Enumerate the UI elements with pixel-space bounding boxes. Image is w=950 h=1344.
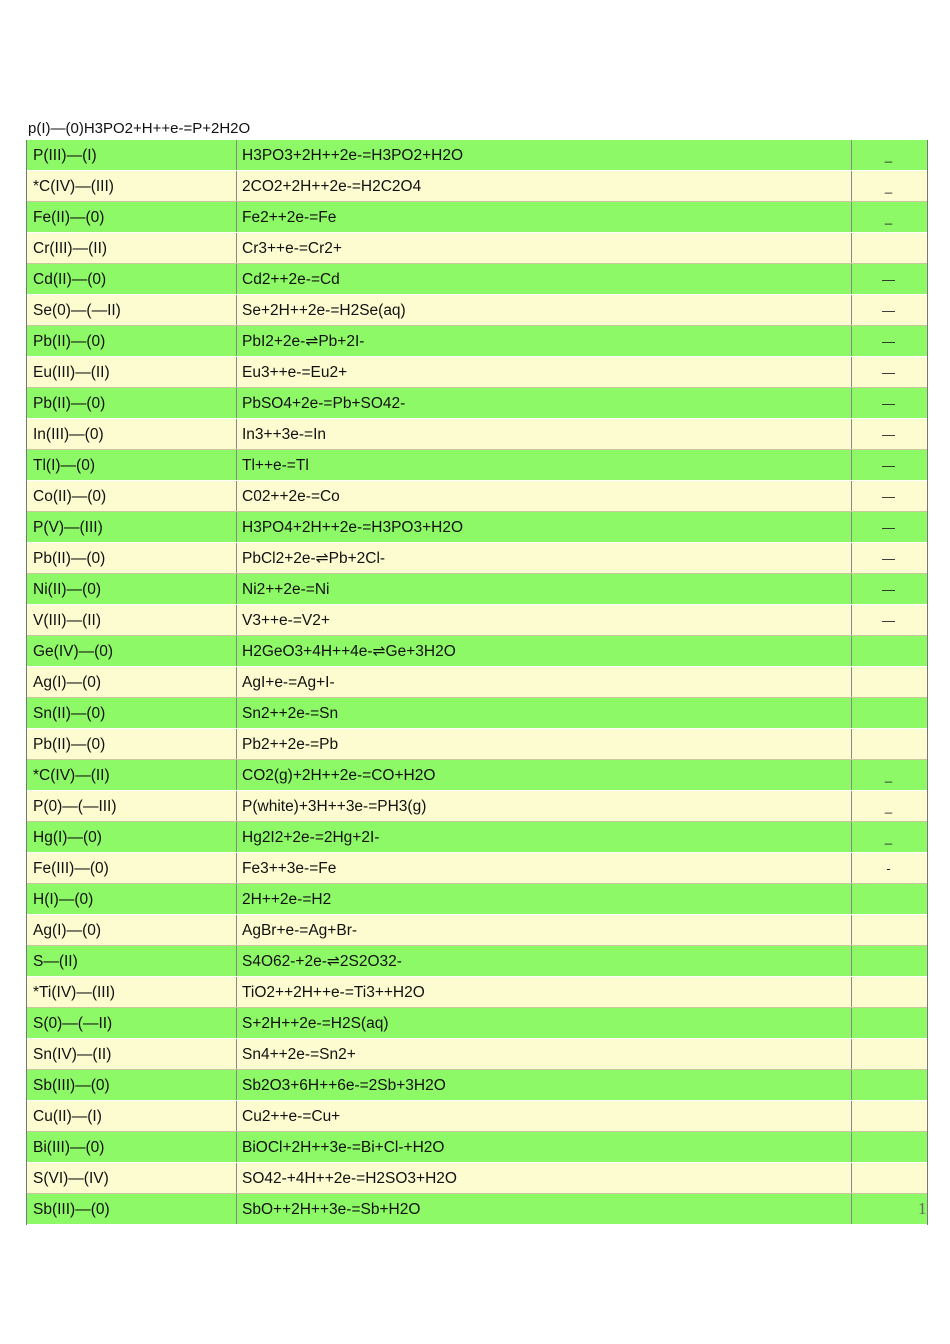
table-row	[27, 760, 927, 791]
table-row	[27, 543, 927, 574]
table-row	[27, 1008, 927, 1039]
value-cell: _	[884, 768, 893, 783]
table-row	[27, 791, 927, 822]
state-cell: V(III)—(II)	[27, 605, 237, 635]
table-row	[27, 295, 927, 326]
reaction-cell: 2H++2e-=H2	[237, 884, 852, 914]
table-row	[27, 264, 927, 295]
state-cell: Tl(I)—(0)	[27, 450, 237, 480]
table-row	[27, 605, 927, 636]
reaction-cell: Hg2I2+2e-=2Hg+2I-	[237, 822, 852, 852]
table-row	[27, 1101, 927, 1132]
table-row	[27, 822, 927, 853]
table-row	[27, 977, 927, 1008]
table-row	[27, 1070, 927, 1101]
value-cell: -	[886, 861, 891, 876]
state-cell: Pb(II)—(0)	[27, 543, 237, 573]
reaction-cell: V3++e-=V2+	[237, 605, 852, 635]
value-cell: _	[884, 799, 893, 814]
value-cell	[852, 1070, 925, 1100]
table-row	[27, 233, 927, 264]
value-cell	[852, 1194, 925, 1224]
value-cell: —	[882, 582, 895, 597]
reaction-cell: Fe3++3e-=Fe	[237, 853, 852, 883]
table-row	[27, 481, 927, 512]
state-cell: Cu(II)—(I)	[27, 1101, 237, 1131]
state-cell: Ag(I)—(0)	[27, 667, 237, 697]
table-row	[27, 1163, 927, 1194]
table-row	[27, 171, 927, 202]
state-cell: S(VI)—(IV)	[27, 1163, 237, 1193]
state-cell: Sn(II)—(0)	[27, 698, 237, 728]
value-cell: —	[882, 396, 895, 411]
reaction-cell: Ni2++2e-=Ni	[237, 574, 852, 604]
value-cell: —	[882, 489, 895, 504]
reaction-cell: H3PO4+2H++2e-=H3PO3+H2O	[237, 512, 852, 542]
table-row	[27, 884, 927, 915]
value-cell	[852, 1008, 925, 1038]
state-cell: Sn(IV)—(II)	[27, 1039, 237, 1069]
value-cell	[852, 233, 925, 263]
state-cell: In(III)—(0)	[27, 419, 237, 449]
reaction-cell: 2CO2+2H++2e-=H2C2O4	[237, 171, 852, 201]
state-cell: Cr(III)—(II)	[27, 233, 237, 263]
table-row	[27, 667, 927, 698]
state-cell: Fe(III)—(0)	[27, 853, 237, 883]
table-row	[27, 915, 927, 946]
reaction-cell: Cr3++e-=Cr2+	[237, 233, 852, 263]
table-row	[27, 202, 927, 233]
reaction-cell: PbI2+2e-⇌Pb+2I-	[237, 326, 852, 356]
table-row	[27, 1039, 927, 1070]
reaction-cell: C02++2e-=Co	[237, 481, 852, 511]
table-row	[27, 357, 927, 388]
state-cell: Ag(I)—(0)	[27, 915, 237, 945]
table-row	[27, 388, 927, 419]
state-cell: Sb(III)—(0)	[27, 1194, 237, 1224]
reaction-cell: TiO2++2H++e-=Ti3++H2O	[237, 977, 852, 1007]
state-cell: Pb(II)—(0)	[27, 326, 237, 356]
value-cell: —	[882, 303, 895, 318]
reaction-cell: Cu2++e-=Cu+	[237, 1101, 852, 1131]
table-row	[27, 450, 927, 481]
reaction-cell: Pb2++2e-=Pb	[237, 729, 852, 759]
state-cell: S—(II)	[27, 946, 237, 976]
state-cell: Eu(III)—(II)	[27, 357, 237, 387]
reaction-cell: H2GeO3+4H++4e-⇌Ge+3H2O	[237, 636, 852, 666]
value-cell	[852, 977, 925, 1007]
state-cell: Fe(II)—(0)	[27, 202, 237, 232]
reaction-cell: H3PO3+2H++2e-=H3PO2+H2O	[237, 140, 852, 170]
state-cell: P(III)—(I)	[27, 140, 237, 170]
state-cell: *C(IV)—(II)	[27, 760, 237, 790]
state-cell: Co(II)—(0)	[27, 481, 237, 511]
value-cell	[852, 946, 925, 976]
potential-table	[26, 140, 928, 1225]
state-cell: *C(IV)—(III)	[27, 171, 237, 201]
state-cell: Bi(III)—(0)	[27, 1132, 237, 1162]
reaction-cell: Sn4++2e-=Sn2+	[237, 1039, 852, 1069]
reaction-cell: S4O62-+2e-⇌2S2O32-	[237, 946, 852, 976]
state-cell: *Ti(IV)—(III)	[27, 977, 237, 1007]
value-cell: —	[882, 334, 895, 349]
table-row	[27, 698, 927, 729]
table-row	[27, 140, 927, 171]
state-cell: Ni(II)—(0)	[27, 574, 237, 604]
page-number: 1	[918, 1199, 927, 1218]
table-row	[27, 326, 927, 357]
reaction-cell: Eu3++e-=Eu2+	[237, 357, 852, 387]
reaction-cell: Se+2H++2e-=H2Se(aq)	[237, 295, 852, 325]
value-cell: —	[882, 551, 895, 566]
value-cell: —	[882, 458, 895, 473]
reaction-cell: Sn2++2e-=Sn	[237, 698, 852, 728]
value-cell	[852, 1101, 925, 1131]
reaction-cell: Cd2++2e-=Cd	[237, 264, 852, 294]
value-cell	[852, 667, 925, 697]
reaction-cell: AgBr+e-=Ag+Br-	[237, 915, 852, 945]
value-cell	[852, 1039, 925, 1069]
reaction-cell: In3++3e-=In	[237, 419, 852, 449]
value-cell: —	[882, 427, 895, 442]
table-row	[27, 512, 927, 543]
table-row	[27, 419, 927, 450]
state-cell: Sb(III)—(0)	[27, 1070, 237, 1100]
value-cell: —	[882, 365, 895, 380]
state-cell: Ge(IV)—(0)	[27, 636, 237, 666]
value-cell: —	[882, 272, 895, 287]
state-cell: Hg(I)—(0)	[27, 822, 237, 852]
table-row	[27, 946, 927, 977]
reaction-cell: SO42-+4H++2e-=H2SO3+H2O	[237, 1163, 852, 1193]
state-cell: Pb(II)—(0)	[27, 388, 237, 418]
reaction-cell: AgI+e-=Ag+I-	[237, 667, 852, 697]
table-row	[27, 853, 927, 884]
reaction-cell: PbSO4+2e-=Pb+SO42-	[237, 388, 852, 418]
state-cell: Pb(II)—(0)	[27, 729, 237, 759]
table-row	[27, 1132, 927, 1163]
table-row	[27, 1194, 927, 1225]
state-cell: S(0)—(—II)	[27, 1008, 237, 1038]
reaction-cell: Fe2++2e-=Fe	[237, 202, 852, 232]
state-cell: P(0)—(—III)	[27, 791, 237, 821]
state-cell: Cd(II)—(0)	[27, 264, 237, 294]
value-cell	[852, 636, 925, 666]
reaction-cell: PbCl2+2e-⇌Pb+2Cl-	[237, 543, 852, 573]
value-cell	[852, 698, 925, 728]
reaction-cell: BiOCl+2H++3e-=Bi+Cl-+H2O	[237, 1132, 852, 1162]
reaction-cell: SbO++2H++3e-=Sb+H2O	[237, 1194, 852, 1224]
value-cell	[852, 729, 925, 759]
value-cell: _	[884, 830, 893, 845]
state-cell: Se(0)—(—II)	[27, 295, 237, 325]
reaction-cell: Sb2O3+6H++6e-=2Sb+3H2O	[237, 1070, 852, 1100]
value-cell: —	[882, 520, 895, 535]
header-equation: p(I)—(0)H3PO2+H++e-=P+2H2O	[28, 120, 251, 137]
value-cell: _	[884, 210, 893, 225]
value-cell: —	[882, 613, 895, 628]
table-row	[27, 574, 927, 605]
value-cell: _	[884, 148, 893, 163]
reaction-cell: Tl++e-=Tl	[237, 450, 852, 480]
reaction-cell: CO2(g)+2H++2e-=CO+H2O	[237, 760, 852, 790]
reaction-cell: S+2H++2e-=H2S(aq)	[237, 1008, 852, 1038]
table-row	[27, 636, 927, 667]
state-cell: P(V)—(III)	[27, 512, 237, 542]
value-cell	[852, 1132, 925, 1162]
value-cell	[852, 1163, 925, 1193]
table-row	[27, 729, 927, 760]
reaction-cell: P(white)+3H++3e-=PH3(g)	[237, 791, 852, 821]
value-cell	[852, 915, 925, 945]
value-cell	[852, 884, 925, 914]
state-cell: H(I)—(0)	[27, 884, 237, 914]
value-cell: _	[884, 179, 893, 194]
